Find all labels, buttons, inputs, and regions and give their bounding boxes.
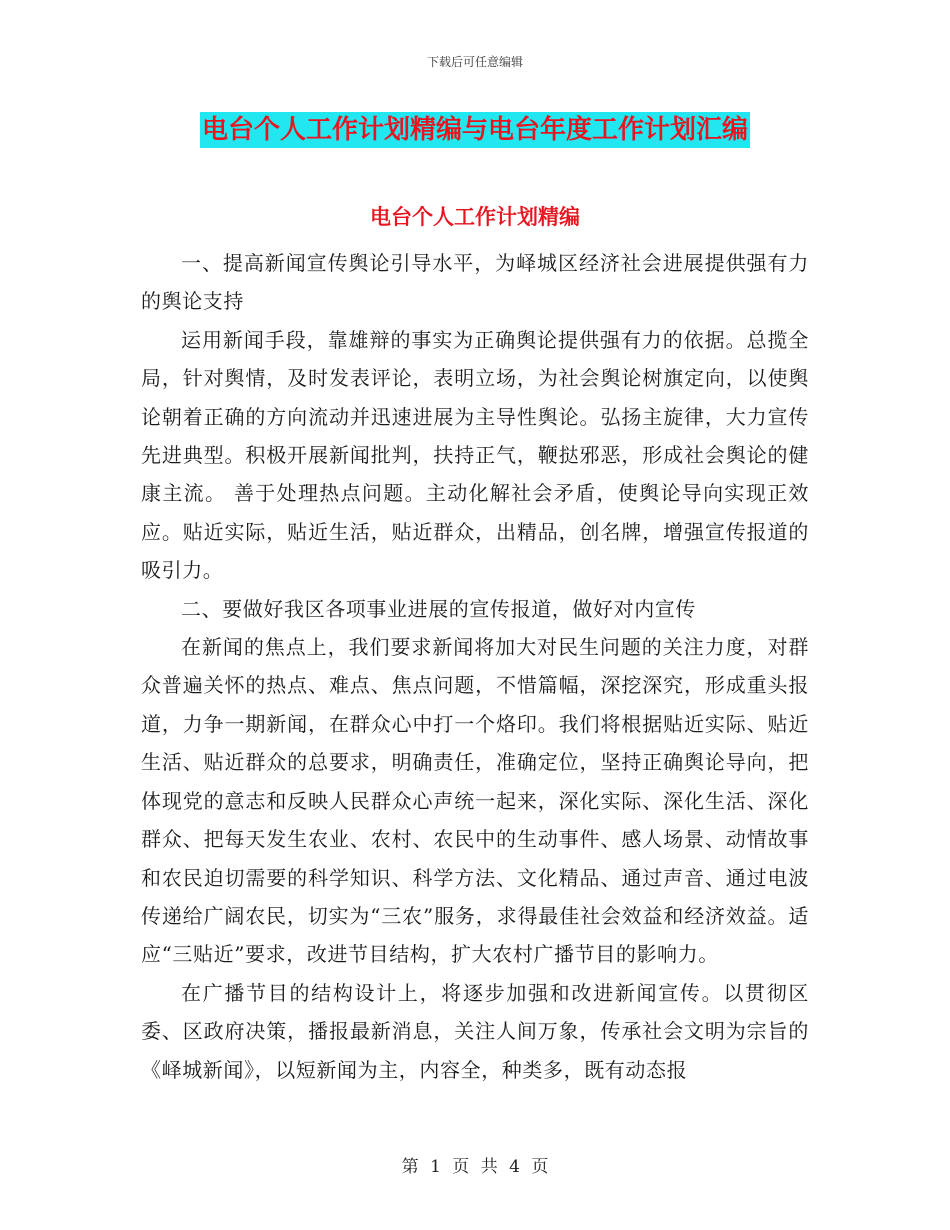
document-title-text: 电台个人工作计划精编与电台年度工作计划汇编	[200, 112, 750, 148]
header-note: 下载后可任意编辑	[426, 55, 523, 69]
paragraph-heading-2: 二、要做好我区各项事业进展的宣传报道，做好对内宣传	[181, 596, 696, 621]
section-title: 电台个人工作计划精编	[370, 205, 580, 229]
page-number: 第 1 页 共 4 页	[401, 1157, 549, 1177]
document-title	[0, 112, 950, 148]
document-body	[141, 244, 809, 1089]
paragraph: 运用新闻手段，靠雄辩的事实为正确舆论提供强有力的依据。总揽全局，针对舆情，及时发表评论，表明立场，为社会舆论树旗定向，以使舆论朝着正确的方向流动并迅速进展为主导性舆论。弘扬主旋律，大力宣传先进典型。积极开展新闻批判，扶持正气，鞭挞邪恶，形成社会舆论的健康主流。 善于处理热点问题。主动化解社会矛盾，使舆论导向实现正效应。贴近实际，贴近生活，贴近群众，出精品，创名牌，增强宣传报道的吸引力。	[141, 327, 809, 583]
paragraph-heading-1: 一、提高新闻宣传舆论引导水平，为峄城区经济社会进展提供强有力的舆论支持	[141, 251, 809, 314]
paragraph: 在新闻的焦点上，我们要求新闻将加大对民生问题的关注力度，对群众普遍关怀的热点、难点、焦点问题，不惜篇幅，深挖深究，形成重头报道，力争一期新闻，在群众心中打一个烙印。我们将根据贴近实际、贴近生活、贴近群众的总要求，明确责任，准确定位，坚持正确舆论导向，把体现党的意志和反映人民群众心声统一起来，深化实际、深化生活、深化群众、把每天发生农业、农村、农民中的生动事件、感人场景、动情故事和农民迫切需要的科学知识、科学方法、文化精品、通过声音、通过电波传递给广阔农民，切实为“三农”服务，求得最佳社会效益和经济效益。适应“三贴近”要求，改进节目结构，扩大农村广播节目的影响力。	[141, 635, 809, 967]
paragraph: 在广播节目的结构设计上，将逐步加强和改进新闻宣传。以贯彻区委、区政府决策，播报最新消息，关注人间万象，传承社会文明为宗旨的《峄城新闻》，以短新闻为主，内容全，种类多，既有动态报	[141, 980, 809, 1082]
